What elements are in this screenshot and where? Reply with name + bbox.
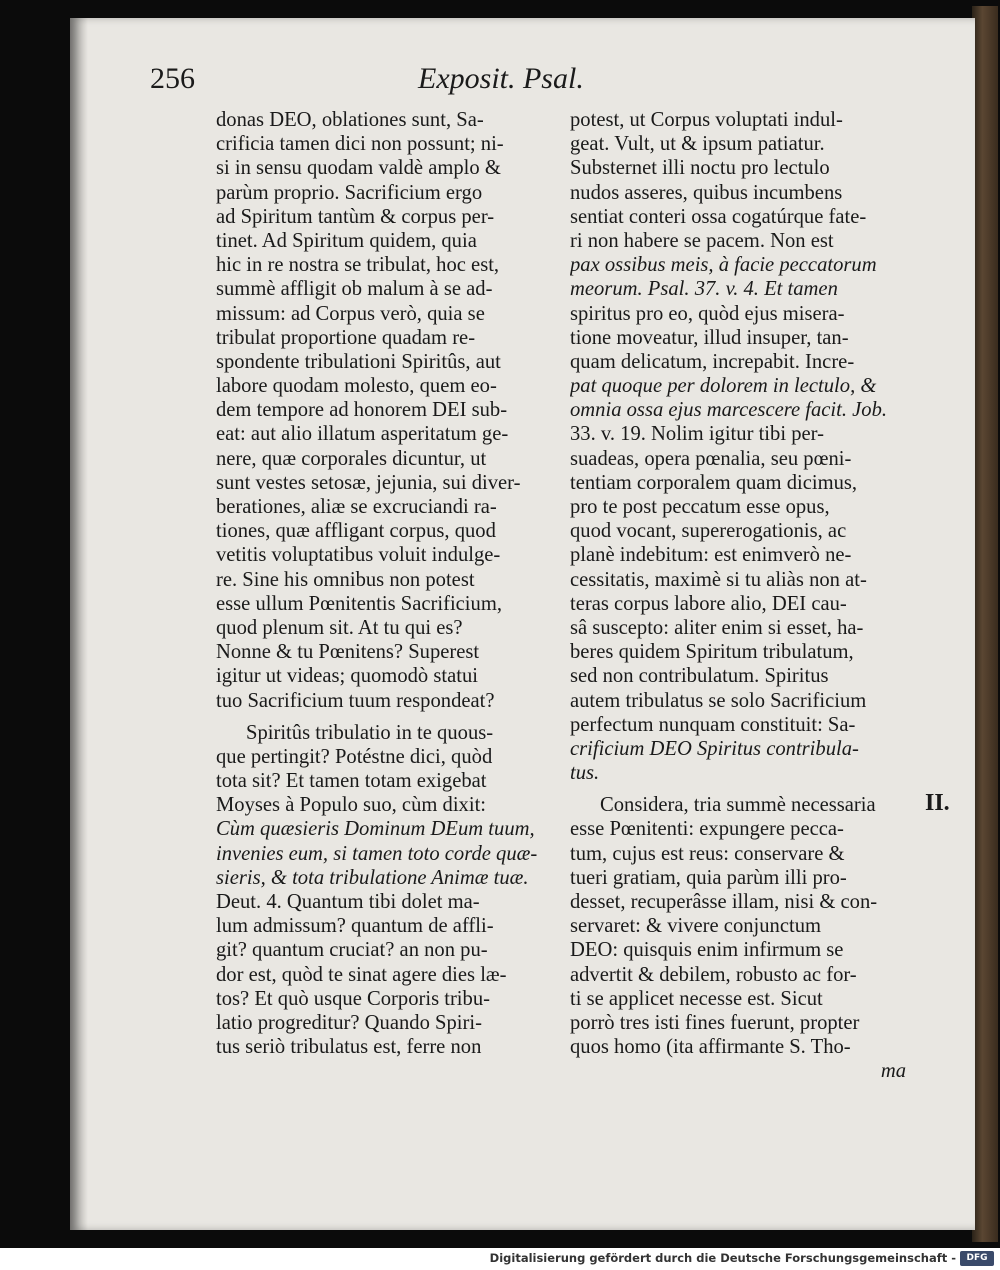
text-line: omnia ossa ejus marcescere facit. Job. bbox=[570, 399, 888, 422]
text-line: latio progreditur? Quando Spiri- bbox=[216, 1011, 482, 1034]
text-line: Considera, tria summè necessaria bbox=[600, 794, 876, 817]
running-title: Exposit. Psal. bbox=[418, 62, 584, 95]
text-line: ad Spiritum tantùm & corpus per- bbox=[216, 205, 495, 228]
text-line: tum, cujus est reus: conservare & bbox=[570, 842, 845, 865]
text-line: planè indebitum: est enimverò ne- bbox=[570, 544, 852, 567]
text-line: dem tempore ad honorem DEI sub- bbox=[216, 399, 508, 422]
text-line: suadeas, opera pœnalia, seu pœni- bbox=[570, 447, 852, 470]
text-line: lum admissum? quantum de affli- bbox=[216, 915, 494, 938]
text-line: tione moveatur, illud insuper, tan- bbox=[570, 326, 849, 349]
text-line: sieris, & tota tribulatione Animæ tuæ. bbox=[216, 866, 529, 889]
text-line: desset, recuperâsse illam, nisi & con- bbox=[570, 891, 878, 913]
text-line: porrò tres isti fines fuerunt, propter bbox=[570, 1011, 860, 1034]
text-line: quod vocant, supererogationis, ac bbox=[570, 520, 847, 543]
text-line: esse ullum Pœnitentis Sacrificium, bbox=[216, 592, 502, 615]
marginal-section-numeral: II. bbox=[925, 790, 950, 816]
text-line: crificia tamen dici non possunt; ni- bbox=[216, 133, 504, 156]
text-line: tos? Et quò usque Corporis tribu- bbox=[216, 987, 490, 1010]
text-line: sentiat conteri ossa cogatúrque fate- bbox=[570, 205, 867, 228]
text-line: tus seriò tribulatus est, ferre non bbox=[216, 1036, 482, 1059]
text-line: que pertingit? Potéstne dici, quòd bbox=[216, 745, 493, 768]
text-line: ma bbox=[880, 1060, 906, 1083]
text-line: spondente tribulationi Spiritûs, aut bbox=[216, 350, 501, 373]
text-line: nere, quæ corporales dicuntur, ut bbox=[216, 447, 487, 470]
text-line: Substernet illi noctu pro lectulo bbox=[570, 157, 830, 180]
text-line: tus. bbox=[570, 762, 600, 785]
text-line: cessitatis, maximè si tu aliàs non at- bbox=[570, 568, 867, 591]
text-line: advertit & debilem, robusto ac for- bbox=[570, 963, 857, 986]
text-line: pat quoque per dolorem in lectulo, & bbox=[570, 375, 877, 398]
paragraph-gap bbox=[216, 713, 566, 721]
text-line: sâ suscepto: aliter enim si esset, ha- bbox=[570, 616, 864, 639]
text-line: missum: ad Corpus verò, quia se bbox=[216, 302, 485, 325]
text-line: crificium DEO Spiritus contribula- bbox=[570, 737, 859, 760]
gutter-shadow bbox=[70, 18, 88, 1230]
text-line: tota sit? Et tamen totam exigebat bbox=[216, 770, 487, 793]
text-line: tentiam corporalem quam dicimus, bbox=[570, 471, 858, 494]
text-line: Spiritûs tribulatio in te quous- bbox=[246, 721, 494, 744]
text-line: autem tribulatus se solo Sacrificium bbox=[570, 689, 867, 712]
text-line: 33. v. 19. Nolim igitur tibi per- bbox=[570, 423, 824, 446]
text-line: invenies eum, si tamen toto corde quæ- bbox=[216, 842, 538, 865]
text-line: berationes, aliæ se excruciandi ra- bbox=[216, 496, 497, 518]
text-line: quod plenum sit. At tu qui es? bbox=[216, 616, 463, 639]
text-line: Deut. 4. Quantum tibi dolet ma- bbox=[216, 891, 480, 913]
text-line: sunt vestes setosæ, jejunia, sui diver- bbox=[216, 471, 521, 494]
text-line: meorum. Psal. 37. v. 4. Et tamen bbox=[570, 278, 838, 301]
left-text-column bbox=[216, 108, 566, 1059]
text-line: tribulat proportione quadam re- bbox=[216, 326, 476, 349]
right-text-column bbox=[570, 108, 906, 1084]
text-line: igitur ut videas; quomodò statui bbox=[216, 665, 478, 688]
text-line: nudos asseres, quibus incumbens bbox=[570, 181, 843, 204]
text-line: beres quidem Spiritum tribulatum, bbox=[570, 641, 854, 664]
text-line: ri non habere se pacem. Non est bbox=[570, 229, 834, 252]
dfg-logo: DFG bbox=[960, 1251, 994, 1266]
text-line: dor est, quòd te sinat agere dies læ- bbox=[216, 963, 507, 986]
text-line: teras corpus labore alio, DEI cau- bbox=[570, 592, 847, 615]
text-line: tuo Sacrificium tuum respondeat? bbox=[216, 689, 495, 712]
text-line: Cùm quæsieris Dominum DEum tuum, bbox=[216, 818, 535, 841]
text-line: tiones, quæ affligant corpus, quod bbox=[216, 520, 496, 543]
text-line: geat. Vult, ut & ipsum patiatur. bbox=[570, 133, 825, 156]
digitization-credit-bar bbox=[0, 1248, 1000, 1270]
text-line: eat: aut alio illatum asperitatum ge- bbox=[216, 423, 509, 446]
text-line: parùm proprio. Sacrificium ergo bbox=[216, 181, 483, 204]
credit-text: Digitalisierung gefördert durch die Deutsche Forschungsgemeinschaft - bbox=[489, 1251, 956, 1265]
text-line: hic in re nostra se tribulat, hoc est, bbox=[216, 254, 500, 277]
text-line: si in sensu quodam valdè amplo & bbox=[216, 157, 501, 180]
text-line: sed non contribulatum. Spiritus bbox=[570, 665, 829, 688]
text-line: vetitis voluptatibus voluit indulge- bbox=[216, 544, 501, 567]
text-line: quos homo (ita affirmante S. Tho- bbox=[570, 1036, 851, 1059]
text-line: Moyses à Populo suo, cùm dixit: bbox=[216, 794, 487, 817]
text-line: labore quodam molesto, quem eo- bbox=[216, 375, 497, 398]
text-line: spiritus pro eo, quòd ejus misera- bbox=[570, 302, 845, 325]
text-line: ti se applicet necesse est. Sicut bbox=[570, 987, 823, 1010]
text-line: pax ossibus meis, à facie peccatorum bbox=[570, 254, 877, 277]
page-number: 256 bbox=[150, 62, 195, 95]
text-line: git? quantum cruciat? an non pu- bbox=[216, 939, 488, 962]
running-head bbox=[150, 62, 850, 106]
text-line: perfectum nunquam constituit: Sa- bbox=[570, 713, 856, 736]
text-line: DEO: quisquis enim infirmum se bbox=[570, 939, 844, 962]
text-line: pro te post peccatum esse opus, bbox=[570, 496, 830, 518]
text-line: esse Pœnitenti: expungere pecca- bbox=[570, 818, 844, 841]
text-line: servaret: & vivere conjunctum bbox=[570, 915, 822, 938]
text-line: potest, ut Corpus voluptati indul- bbox=[570, 109, 843, 131]
text-line: summè affligit ob malum à se ad- bbox=[216, 278, 493, 301]
text-line: tueri gratiam, quia parùm illi pro- bbox=[570, 866, 847, 889]
paragraph-gap bbox=[570, 785, 906, 793]
text-line: donas DEO, oblationes sunt, Sa- bbox=[216, 109, 484, 131]
text-line: tinet. Ad Spiritum quidem, quia bbox=[216, 229, 477, 252]
text-line: re. Sine his omnibus non potest bbox=[216, 568, 475, 591]
text-line: Nonne & tu Pœnitens? Superest bbox=[216, 641, 480, 664]
text-line: quam delicatum, increpabit. Incre- bbox=[570, 350, 855, 373]
book-edge bbox=[972, 6, 998, 1242]
